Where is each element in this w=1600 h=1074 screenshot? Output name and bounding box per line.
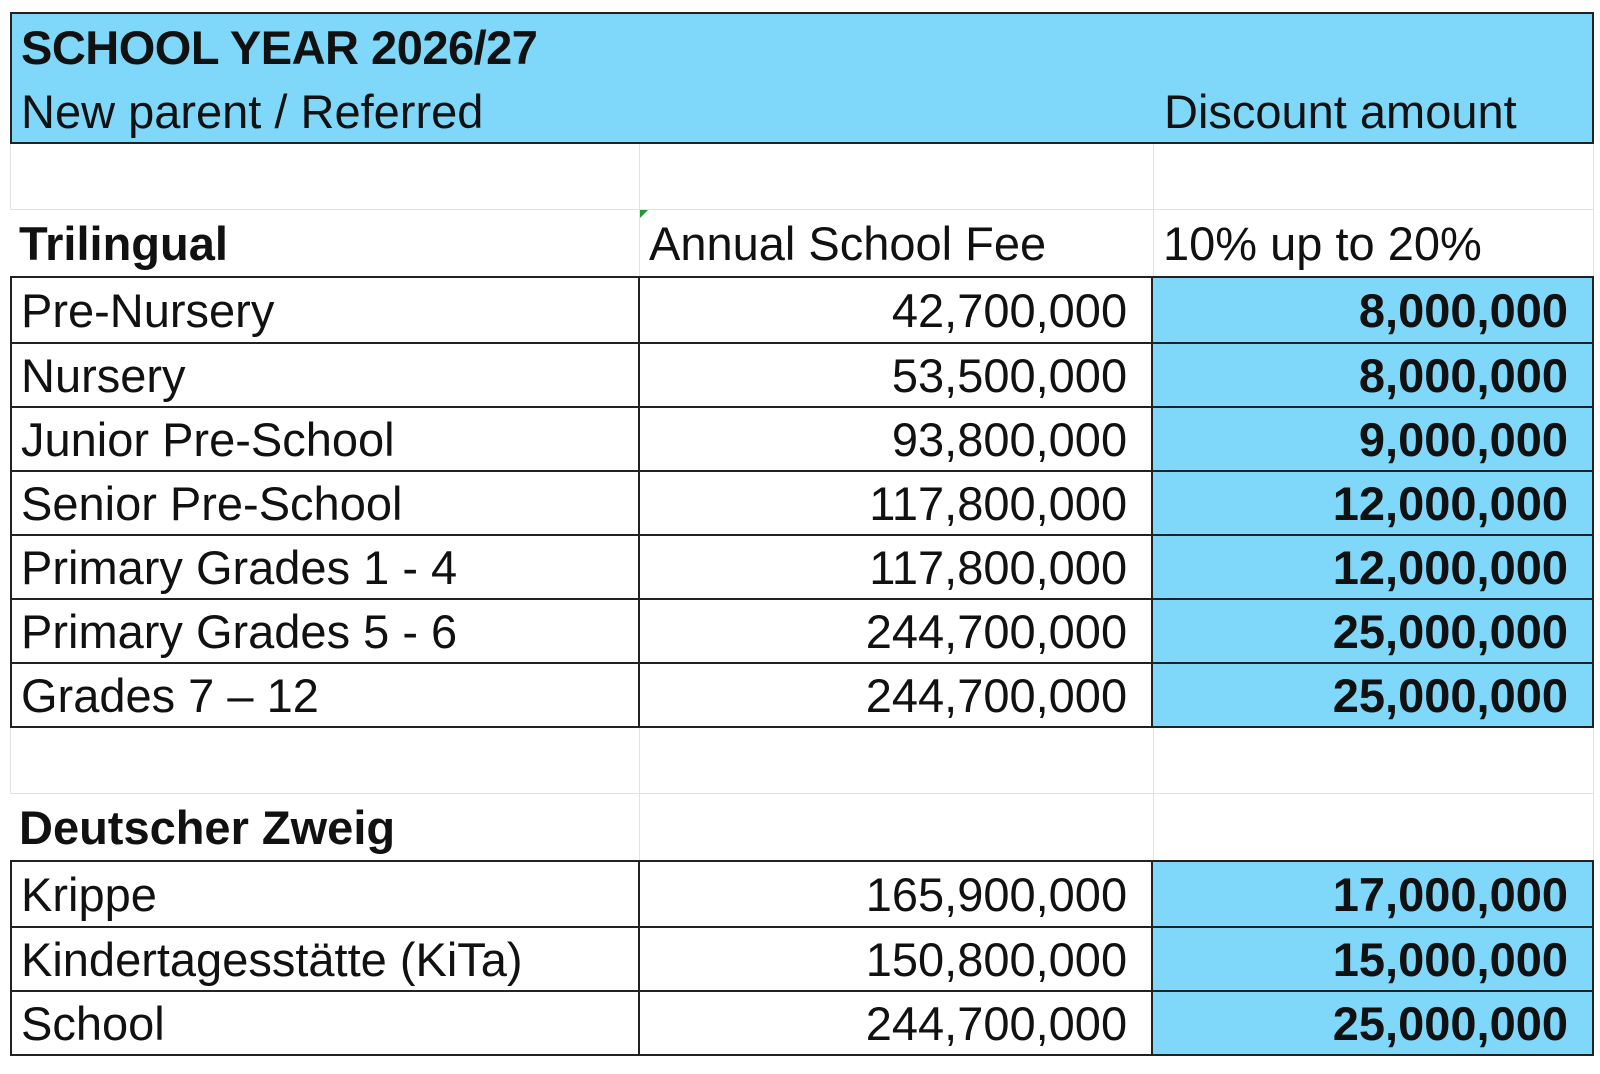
discount-amount-cell[interactable]: 8,000,000 [1153, 278, 1592, 342]
grade-cell[interactable]: Pre-Nursery [12, 278, 640, 342]
blank-cell[interactable] [1154, 144, 1594, 210]
discount-amount-cell[interactable]: 25,000,000 [1153, 600, 1592, 662]
table-row [12, 278, 1592, 342]
grade-cell[interactable]: Primary Grades 5 - 6 [12, 600, 640, 662]
annual-fee-cell[interactable]: 244,700,000 [640, 992, 1153, 1054]
table-row [12, 470, 1592, 534]
trilingual-header-row [10, 210, 1594, 276]
trilingual-table [10, 276, 1594, 728]
annual-fee-cell[interactable]: 244,700,000 [640, 664, 1153, 726]
comment-marker-icon [640, 210, 648, 218]
table-row [12, 926, 1592, 990]
discount-amount-cell[interactable]: 12,000,000 [1153, 536, 1592, 598]
sheet-title: SCHOOL YEAR 2026/27 [21, 21, 538, 74]
fee-sheet [10, 12, 1594, 1056]
table-row [12, 534, 1592, 598]
blank-cell[interactable] [1154, 794, 1594, 860]
deutscher-zweig-section-label[interactable]: Deutscher Zweig [10, 794, 640, 860]
discount-amount-cell[interactable]: 17,000,000 [1153, 862, 1592, 926]
discount-amount-cell[interactable]: 8,000,000 [1153, 344, 1592, 406]
annual-fee-cell[interactable]: 165,900,000 [640, 862, 1153, 926]
annual-fee-cell[interactable]: 150,800,000 [640, 928, 1153, 990]
discount-amount-cell[interactable]: 25,000,000 [1153, 664, 1592, 726]
grade-cell[interactable]: School [12, 992, 640, 1054]
annual-fee-cell[interactable]: 117,800,000 [640, 472, 1153, 534]
discount-amount-label: Discount amount [1164, 85, 1517, 138]
table-row [12, 406, 1592, 470]
deutscher-zweig-header-row [10, 794, 1594, 860]
table-row [12, 342, 1592, 406]
sheet-subtitle: New parent / Referred [21, 85, 484, 138]
grade-cell[interactable]: Grades 7 – 12 [12, 664, 640, 726]
blank-cell[interactable] [640, 728, 1154, 794]
grade-cell[interactable]: Junior Pre-School [12, 408, 640, 470]
table-row [12, 862, 1592, 926]
header-banner[interactable] [10, 12, 1594, 144]
discount-amount-cell[interactable]: 15,000,000 [1153, 928, 1592, 990]
grade-cell[interactable]: Nursery [12, 344, 640, 406]
blank-cell[interactable] [10, 144, 640, 210]
annual-fee-cell[interactable]: 117,800,000 [640, 536, 1153, 598]
annual-fee-cell[interactable]: 42,700,000 [640, 278, 1153, 342]
blank-cell[interactable] [10, 728, 640, 794]
blank-cell[interactable] [640, 144, 1154, 210]
table-row [12, 990, 1592, 1054]
table-row [12, 662, 1592, 726]
discount-range-header[interactable]: 10% up to 20% [1154, 210, 1594, 276]
deutscher-zweig-table [10, 860, 1594, 1056]
table-row [12, 598, 1592, 662]
blank-row [10, 144, 1594, 210]
annual-fee-cell[interactable]: 53,500,000 [640, 344, 1153, 406]
grade-cell[interactable]: Kindertagesstätte (KiTa) [12, 928, 640, 990]
blank-cell[interactable] [1154, 728, 1594, 794]
discount-amount-cell[interactable]: 9,000,000 [1153, 408, 1592, 470]
discount-amount-cell[interactable]: 25,000,000 [1153, 992, 1592, 1054]
blank-row [10, 728, 1594, 794]
grade-cell[interactable]: Krippe [12, 862, 640, 926]
blank-cell[interactable] [640, 794, 1154, 860]
grade-cell[interactable]: Senior Pre-School [12, 472, 640, 534]
annual-fee-header[interactable]: Annual School Fee [640, 210, 1154, 276]
annual-fee-cell[interactable]: 93,800,000 [640, 408, 1153, 470]
trilingual-section-label[interactable]: Trilingual [10, 210, 640, 276]
discount-amount-cell[interactable]: 12,000,000 [1153, 472, 1592, 534]
annual-fee-cell[interactable]: 244,700,000 [640, 600, 1153, 662]
grade-cell[interactable]: Primary Grades 1 - 4 [12, 536, 640, 598]
